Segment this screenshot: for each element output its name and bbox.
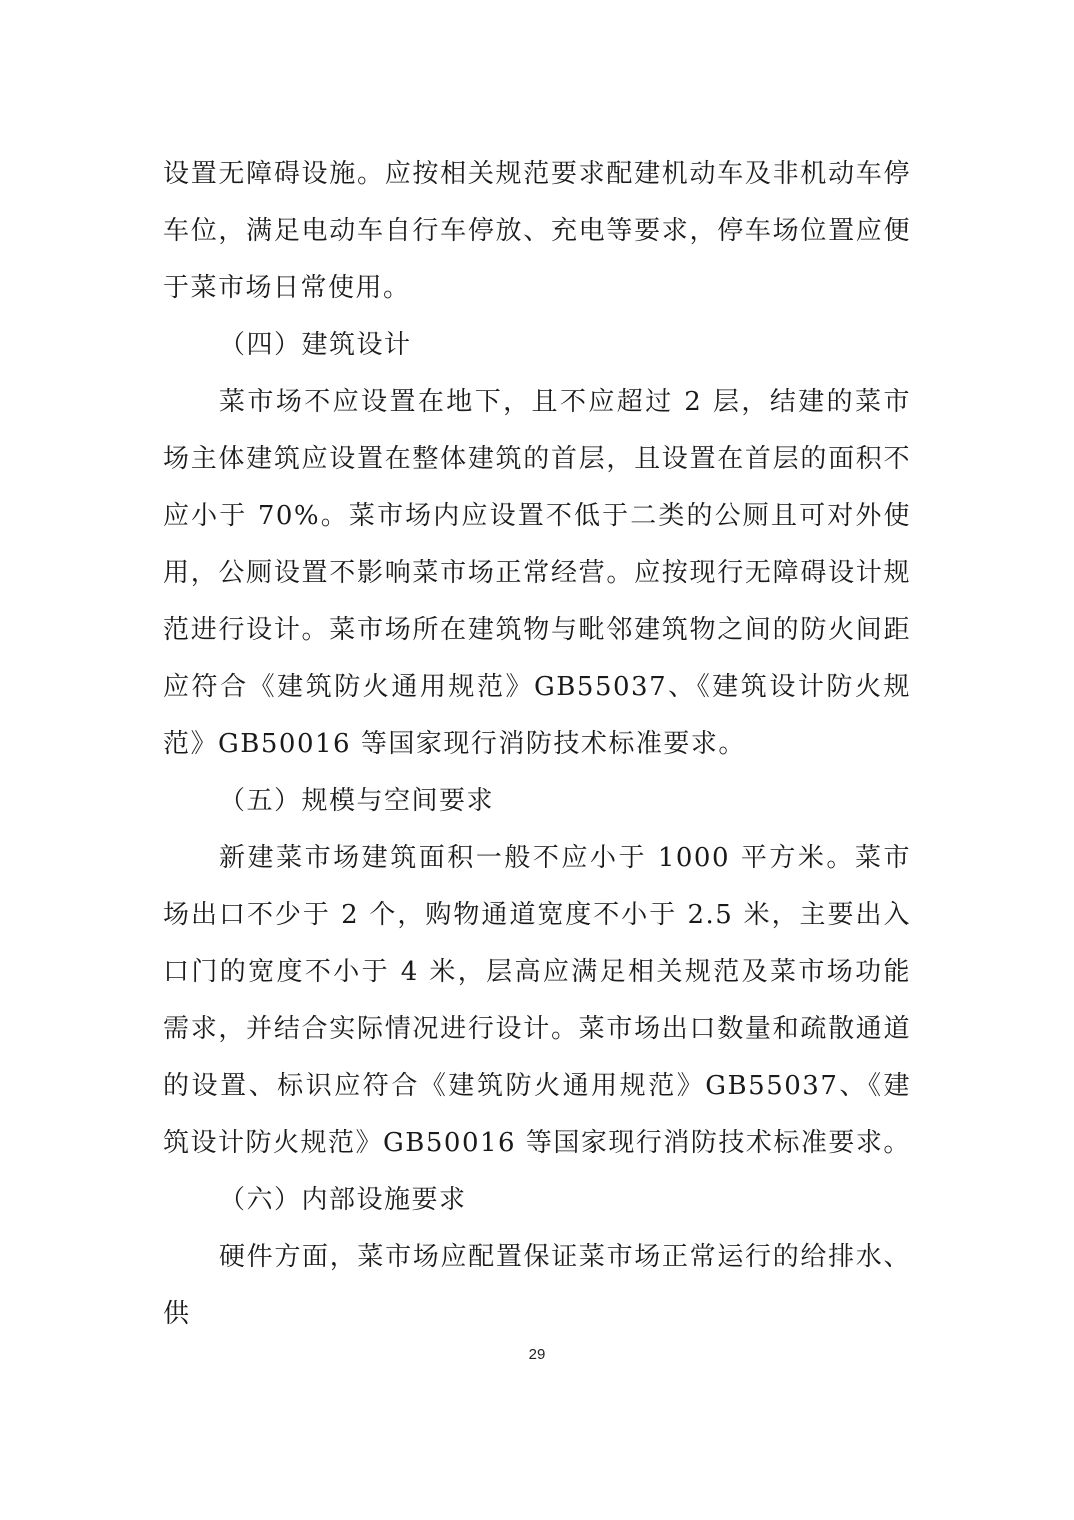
paragraph-building-design: 菜市场不应设置在地下，且不应超过 2 层，结建的菜市场主体建筑应设置在整体建筑的首层，且设置在首层的面积不应小于 70%。菜市场内应设置不低于二类的公厕且可对外使用，公厕设置不影响菜市场正常经营。应按现行无障碍设计规范进行设计。菜市场所在建筑物与毗邻建筑物之间的防火间距应符合《建筑防火通用规范》GB55037、《建筑设计防火规范》GB50016 等国家现行消防技术标准要求。	[163, 387, 911, 759]
page-number: 29	[528, 1346, 546, 1363]
paragraph-internal-facilities: 硬件方面，菜市场应配置保证菜市场正常运行的给排水、供	[163, 1242, 911, 1329]
section-heading-6: （六）内部设施要求	[219, 1185, 467, 1215]
page-body	[163, 146, 911, 1343]
section-heading-5: （五）规模与空间要求	[219, 786, 495, 816]
paragraph-continuation: 设置无障碍设施。应按相关规范要求配建机动车及非机动车停车位，满足电动车自行车停放、充电等要求，停车场位置应便于菜市场日常使用。	[163, 159, 911, 303]
paragraph-scale-space: 新建菜市场建筑面积一般不应小于 1000 平方米。菜市场出口不少于 2 个，购物通道宽度不小于 2.5 米，主要出入口门的宽度不小于 4 米，层高应满足相关规范及菜市场功能需求，并结合实际情况进行设计。菜市场出口数量和疏散通道的设置、标识应符合《建筑防火通用规范》GB55037、《建筑设计防火规范》GB50016 等国家现行消防技术标准要求。	[163, 843, 911, 1158]
section-heading-4: （四）建筑设计	[219, 330, 412, 360]
